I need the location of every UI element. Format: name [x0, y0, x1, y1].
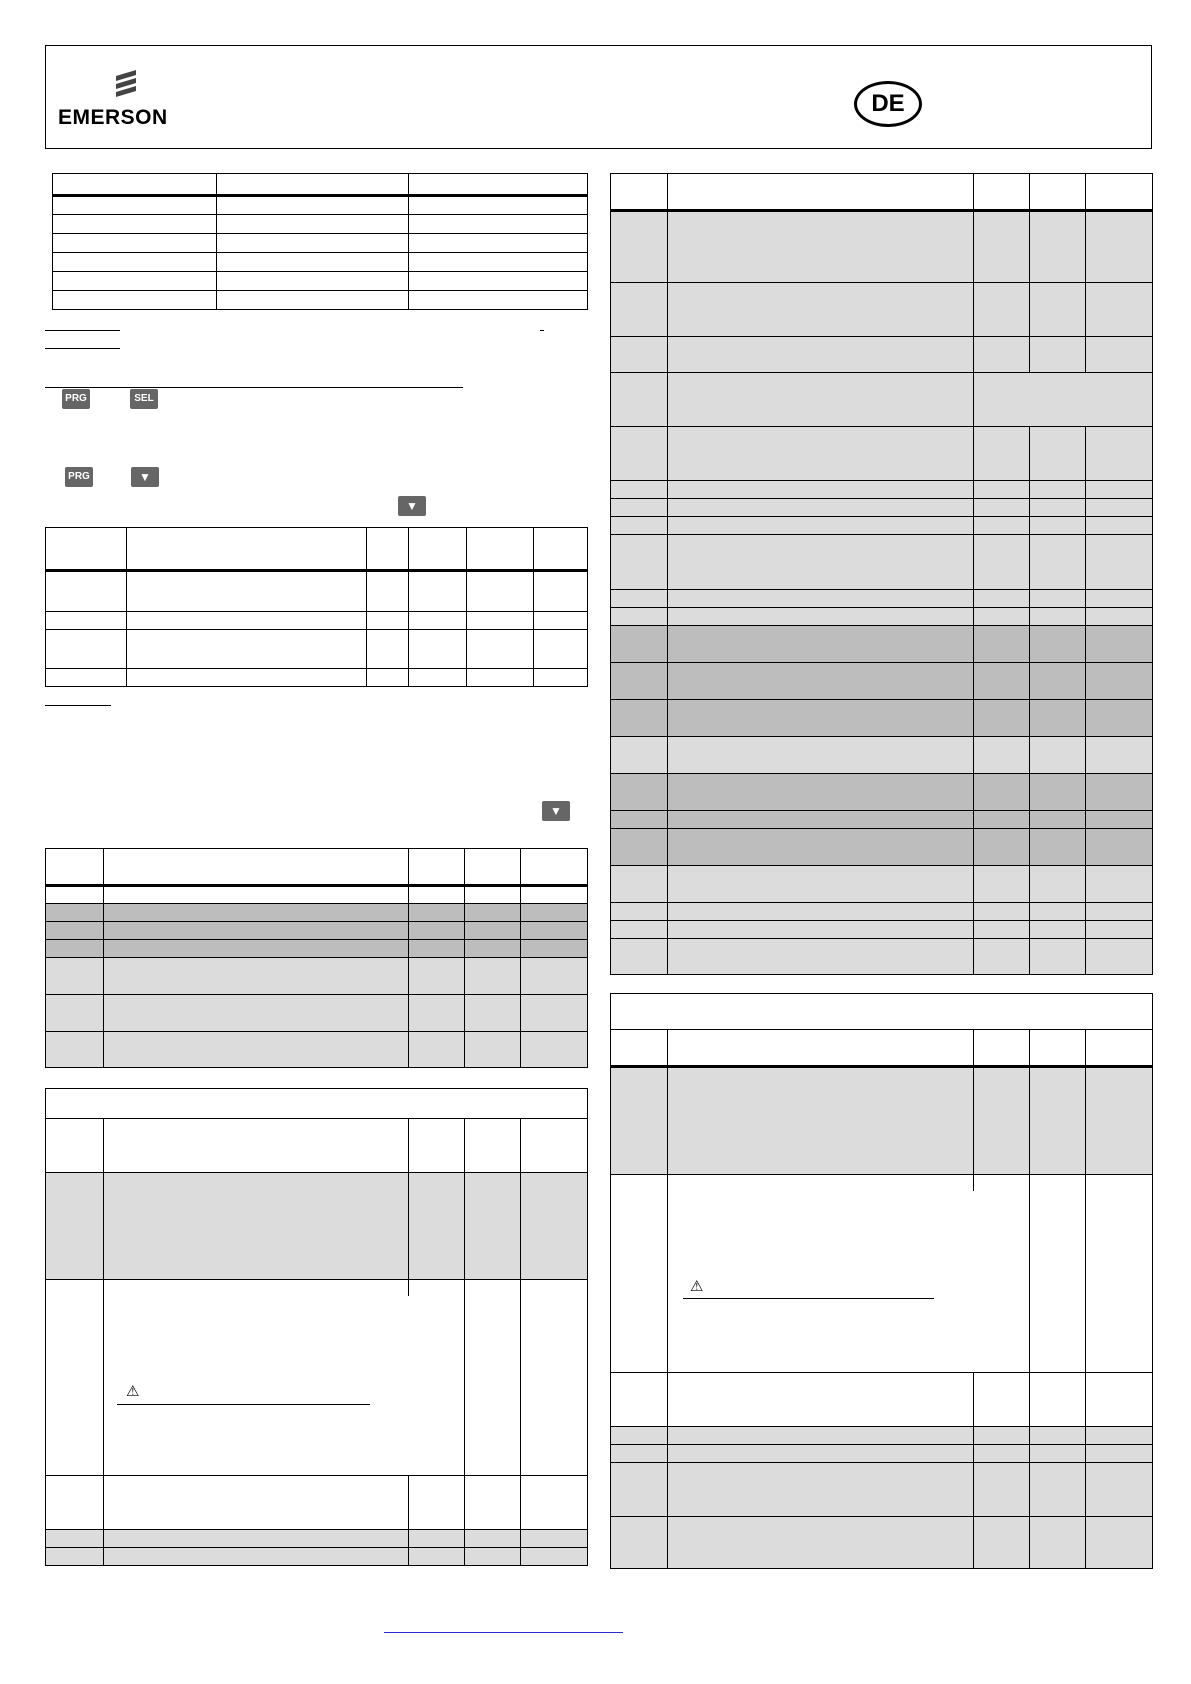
table-row — [53, 253, 588, 272]
table-row — [53, 234, 588, 253]
document-header — [45, 45, 1152, 149]
right-parameter-table-2 — [610, 993, 1153, 1569]
table-row — [611, 211, 1153, 283]
table-row — [611, 663, 1153, 700]
warning-icon: ⚠ — [126, 1383, 140, 1400]
brand-name: EMERSON — [58, 106, 168, 129]
down-key-icon: ▼ — [398, 496, 426, 516]
table-caption-row — [611, 994, 1153, 1030]
table-row — [611, 535, 1153, 590]
warning-icon: ⚠ — [690, 1278, 704, 1295]
table-row — [46, 1032, 588, 1068]
table-row — [611, 1373, 1153, 1427]
table-row — [611, 921, 1153, 939]
left-parameter-table-3 — [45, 1088, 588, 1566]
table-row — [611, 481, 1153, 499]
down-key-icon: ▼ — [542, 801, 570, 821]
table-row — [46, 940, 588, 958]
left-parameter-table-1 — [45, 527, 588, 687]
table-row — [46, 1530, 588, 1548]
table-row — [46, 528, 588, 571]
table-row — [611, 283, 1153, 337]
table-row — [611, 499, 1153, 517]
emerson-logo-mark-icon — [106, 68, 146, 104]
table-row — [611, 1427, 1153, 1445]
underline-rule — [45, 387, 463, 388]
table-row — [611, 1175, 1153, 1373]
table-row — [46, 669, 588, 687]
table-row — [53, 174, 588, 196]
table-row — [611, 174, 1153, 211]
underline-rule — [45, 705, 111, 706]
table-row — [46, 958, 588, 995]
warning-underline — [683, 1298, 934, 1299]
table-row — [53, 196, 588, 215]
table-row — [46, 1280, 588, 1476]
table-row — [611, 1067, 1153, 1175]
table-row — [611, 337, 1153, 373]
table-row — [46, 849, 588, 886]
emerson-logo — [58, 68, 198, 130]
table-row — [611, 700, 1153, 737]
warning-underline — [117, 1404, 370, 1405]
prg-key-icon: PRG — [62, 389, 90, 409]
table-row — [611, 774, 1153, 811]
down-key-icon: ▼ — [131, 467, 159, 487]
table-row — [46, 1119, 588, 1173]
table-row — [46, 904, 588, 922]
left-top-table — [52, 173, 588, 310]
table-row — [46, 571, 588, 612]
table-row — [46, 630, 588, 669]
table-row — [611, 517, 1153, 535]
table-row — [46, 995, 588, 1032]
table-row — [611, 1517, 1153, 1569]
table-row — [611, 866, 1153, 903]
left-parameter-table-2 — [45, 848, 588, 1068]
underline-rule — [45, 348, 120, 349]
table-row — [53, 215, 588, 234]
table-row — [611, 903, 1153, 921]
table-row — [46, 1476, 588, 1530]
table-row — [53, 272, 588, 291]
sel-key-icon: SEL — [130, 389, 158, 409]
table-row — [611, 626, 1153, 663]
table-caption-row — [46, 1089, 588, 1119]
prg-key-icon: PRG — [65, 467, 93, 487]
table-row — [46, 886, 588, 904]
table-row — [611, 737, 1153, 774]
table-row — [611, 1463, 1153, 1517]
table-row — [611, 939, 1153, 975]
underline-rule — [45, 330, 120, 331]
table-row — [611, 829, 1153, 866]
language-badge: DE — [854, 81, 922, 127]
right-parameter-table-1 — [610, 173, 1153, 975]
table-row — [46, 612, 588, 630]
table-row — [611, 1030, 1153, 1067]
footer-link[interactable] — [384, 1632, 623, 1633]
table-row — [46, 1548, 588, 1566]
table-row — [611, 811, 1153, 829]
table-row — [53, 291, 588, 310]
underline-rule — [540, 330, 544, 331]
table-row — [611, 590, 1153, 608]
table-row — [611, 1445, 1153, 1463]
table-row — [46, 922, 588, 940]
table-row — [611, 608, 1153, 626]
table-row — [611, 427, 1153, 481]
table-row — [611, 373, 1153, 427]
table-row — [46, 1173, 588, 1280]
